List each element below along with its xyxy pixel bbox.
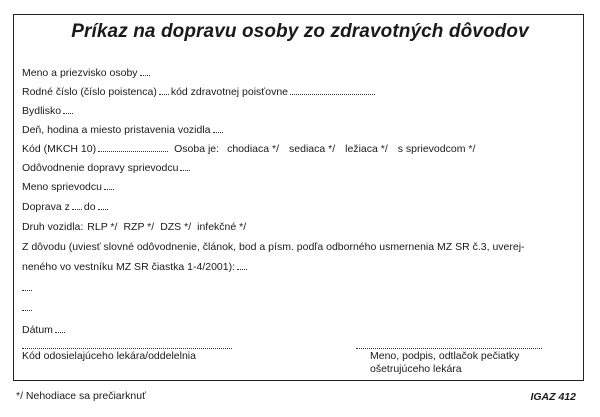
insurer-code-field[interactable] bbox=[290, 83, 375, 95]
transport-to-label: do bbox=[83, 201, 96, 213]
row-residence bbox=[22, 102, 578, 118]
option-infectious[interactable]: infekčné */ bbox=[197, 221, 247, 233]
reason-field-2[interactable] bbox=[22, 279, 32, 291]
escort-reason-field[interactable] bbox=[180, 159, 190, 171]
reason-label-line1: Z dôvodu (uviesť slovné odôvodnenie, článok, bod a písm. podľa odborného usmernenia MZ SR č.3, uverej- bbox=[22, 241, 525, 253]
insurer-code-label: kód zdravotnej poisťovne bbox=[170, 86, 289, 98]
row-name bbox=[22, 64, 578, 80]
residence-label: Bydlisko bbox=[22, 105, 62, 117]
sender-code-line[interactable] bbox=[22, 347, 232, 349]
option-with-escort[interactable]: s sprievodcom */ bbox=[397, 143, 476, 155]
birth-number-label: Rodné číslo (číslo poistenca) bbox=[22, 86, 157, 98]
person-is-label: Osoba je: bbox=[174, 143, 220, 155]
reason-field-1[interactable] bbox=[237, 258, 247, 270]
signature-label-line1: Meno, podpis, odtlačok pečiatky bbox=[370, 350, 520, 362]
pickup-field[interactable] bbox=[213, 121, 223, 133]
form-title: Príkaz na dopravu osoby zo zdravotných dôvodov bbox=[71, 21, 529, 42]
row-birth-number bbox=[22, 83, 578, 99]
date-field[interactable] bbox=[55, 321, 65, 333]
transport-from-label: Doprava z bbox=[22, 201, 70, 213]
option-rlp[interactable]: RLP */ bbox=[87, 221, 118, 233]
transport-to-field[interactable] bbox=[98, 198, 108, 210]
row-pickup bbox=[22, 121, 578, 137]
date-label: Dátum bbox=[22, 324, 53, 336]
row-escort-reason bbox=[22, 159, 578, 175]
row-reason-extra-2 bbox=[22, 299, 578, 315]
sender-code-label: Kód odosielajúceho lekára/oddelelnia bbox=[22, 350, 196, 362]
option-walking[interactable]: chodiaca */ bbox=[227, 143, 280, 155]
row-reason-extra-1 bbox=[22, 279, 578, 295]
escort-name-field[interactable] bbox=[104, 178, 114, 190]
residence-field[interactable] bbox=[63, 102, 73, 114]
transport-from-field[interactable] bbox=[72, 198, 82, 210]
vehicle-type-label: Druh vozidla: bbox=[22, 221, 84, 233]
footnote: */ Nehodiace sa prečiarknuť bbox=[16, 390, 147, 402]
reason-label-line2: neného vo vestníku MZ SR čiastka 1-4/2001): bbox=[22, 261, 236, 273]
option-sitting[interactable]: sediaca */ bbox=[289, 143, 336, 155]
option-rzp[interactable]: RZP */ bbox=[123, 221, 155, 233]
code-field[interactable] bbox=[98, 140, 168, 152]
escort-reason-label: Odôvodnenie dopravy sprievodcu bbox=[22, 162, 179, 174]
signature-label-line2: ošetrujúceho lekára bbox=[370, 363, 462, 375]
row-reason-line1 bbox=[22, 239, 578, 255]
row-escort-name bbox=[22, 178, 578, 194]
reason-field-3[interactable] bbox=[22, 299, 32, 311]
row-date bbox=[22, 321, 242, 337]
option-dzs[interactable]: DZS */ bbox=[160, 221, 192, 233]
row-code bbox=[22, 140, 578, 156]
birth-number-field[interactable] bbox=[159, 83, 169, 95]
escort-name-label: Meno sprievodcu bbox=[22, 181, 102, 193]
option-lying[interactable]: ležiaca */ bbox=[345, 143, 388, 155]
row-transport bbox=[22, 198, 578, 214]
signature-line[interactable] bbox=[356, 347, 542, 349]
pickup-label: Deň, hodina a miesto pristavenia vozidla bbox=[22, 124, 211, 136]
row-vehicle-type bbox=[22, 219, 578, 235]
row-reason-line2 bbox=[22, 258, 578, 274]
name-field[interactable] bbox=[140, 64, 150, 76]
form-code: IGAZ 412 bbox=[530, 391, 576, 403]
code-label: Kód (MKCH 10) bbox=[22, 143, 97, 155]
name-label: Meno a priezvisko osoby bbox=[22, 67, 138, 79]
